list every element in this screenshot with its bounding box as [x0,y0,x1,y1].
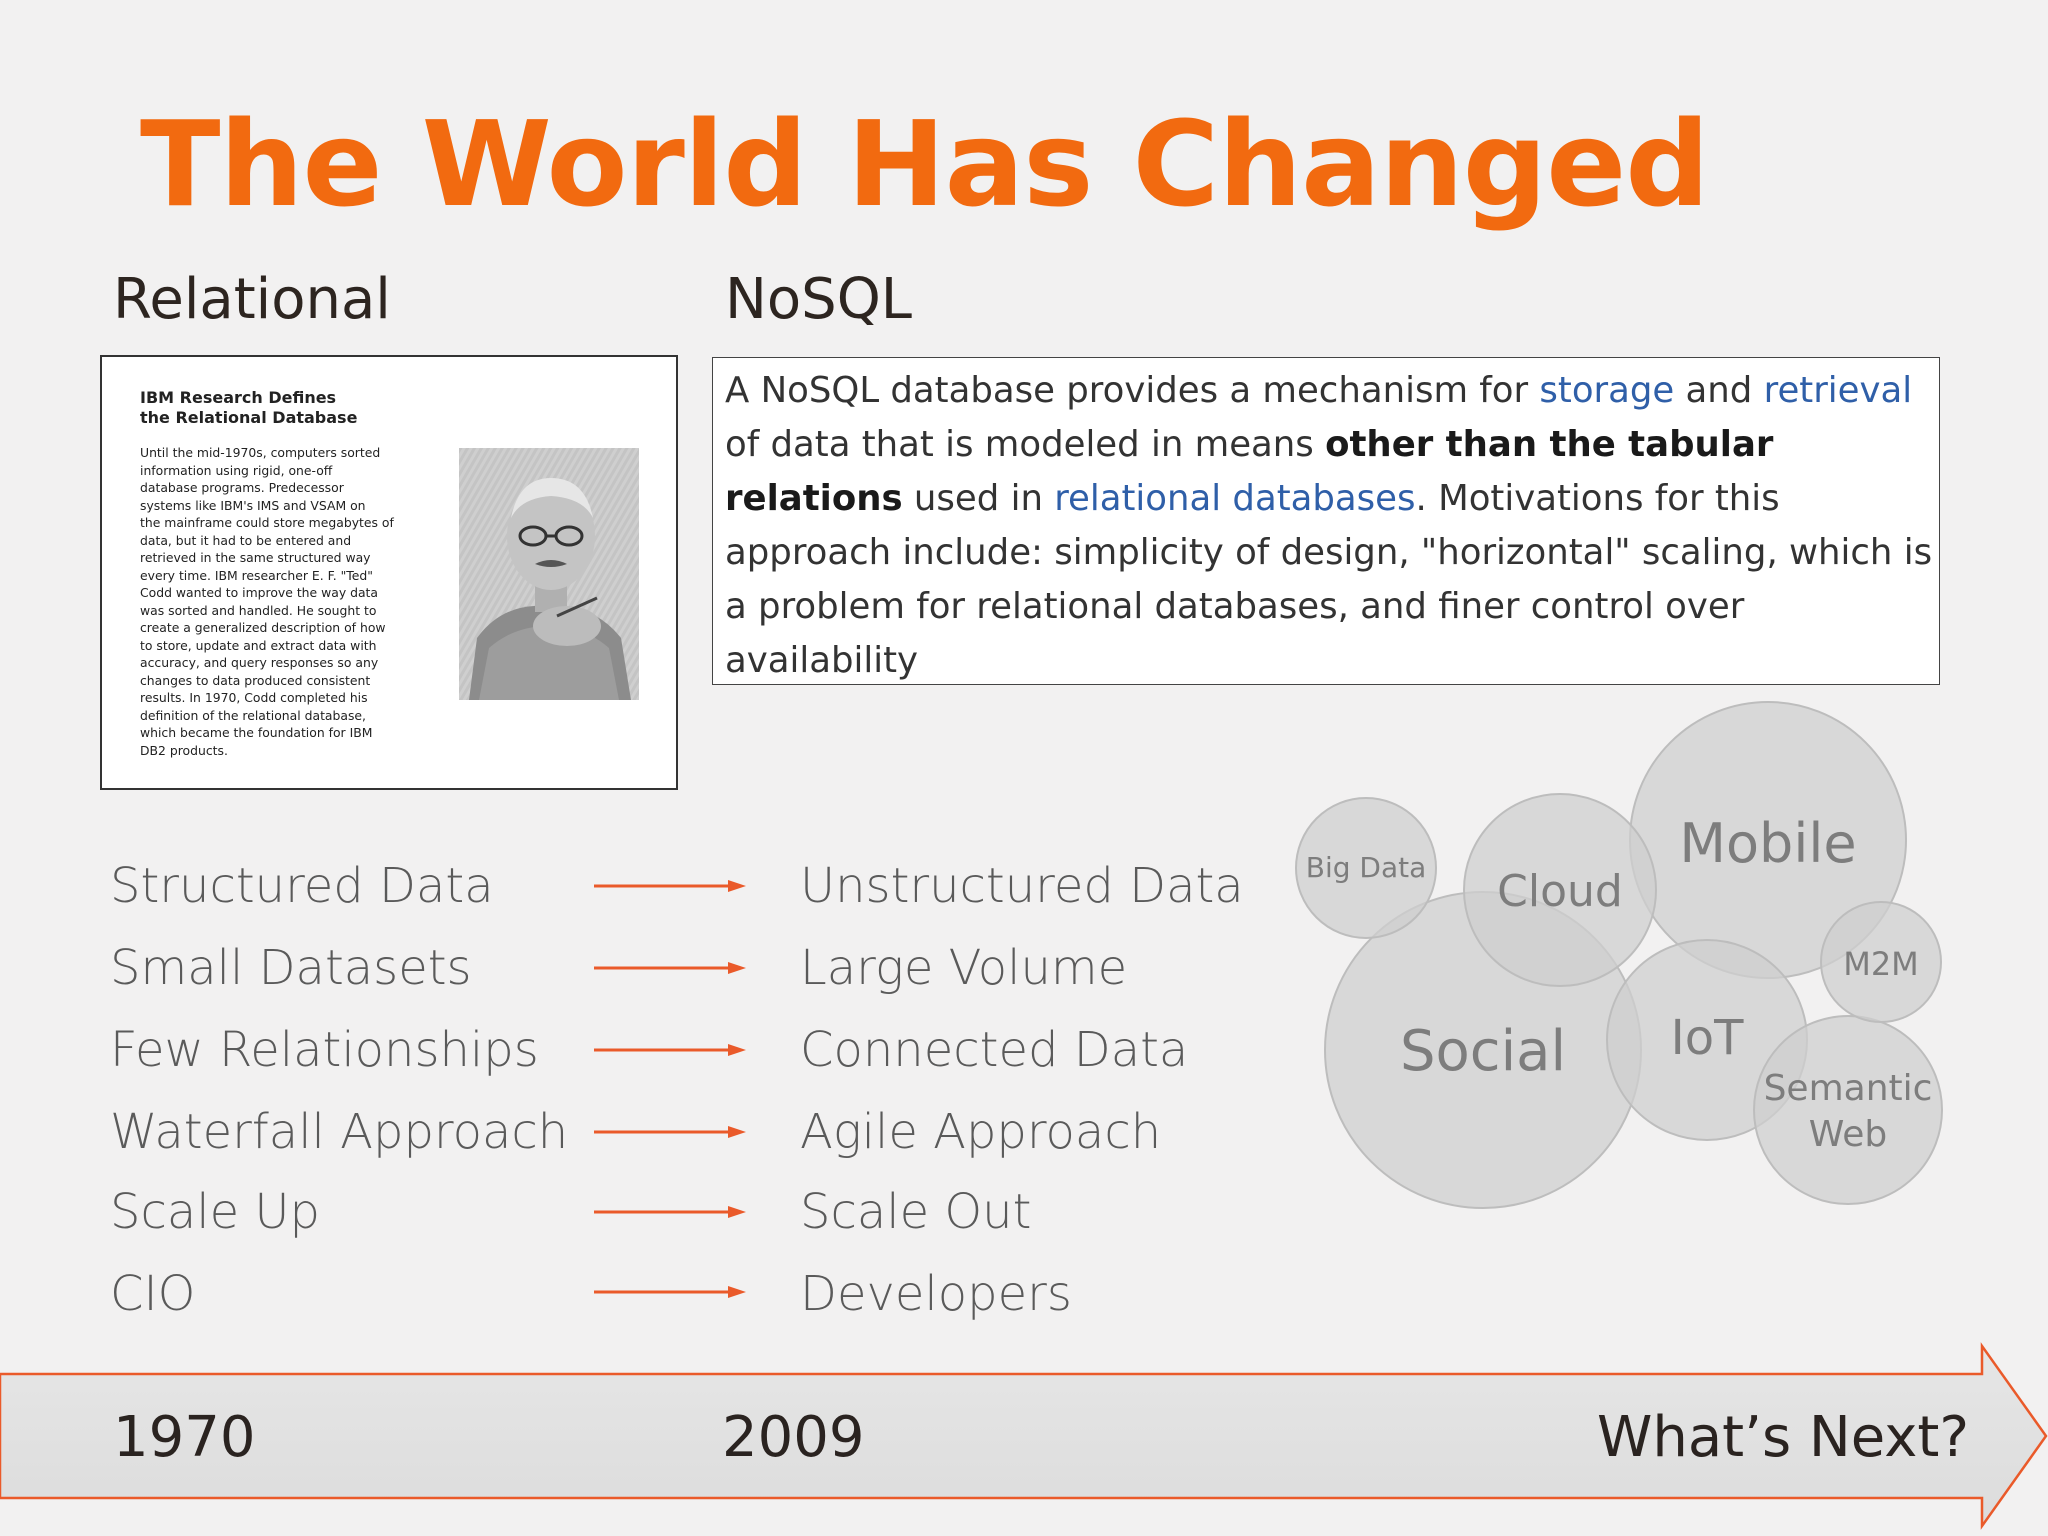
timeline-label-end: What’s Next? [1597,1405,1970,1470]
definition-text: . Motivations for this approach include: simplicity of design, "horizontal" scaling, which is a problem for relational databases, and finer control over availability [725,478,1933,681]
definition-emphasis: other than the tabular relations [725,424,1774,519]
ibm-body-line: results. In 1970, Codd completed his [140,690,368,705]
portrait-photo [459,448,639,700]
ibm-card-body [140,444,412,759]
retrieval-link[interactable]: retrieval [1763,370,1913,411]
comparison-to: Unstructured Data [800,858,1244,914]
ibm-body-line: changes to data produced consistent [140,672,371,688]
comparison-from: CIO [110,1266,196,1322]
comparison-from: Waterfall Approach [110,1104,569,1160]
definition-text: and [1674,370,1764,411]
ibm-card-heading-line: the Relational Database [140,408,358,427]
bubble-label: Social [1399,1019,1567,1084]
arrow-right-icon [592,1284,752,1300]
bubble-label: M2M [1843,945,1919,983]
ibm-body-line: Until the mid-1970s, computers sorted [140,445,381,460]
relational-heading: Relational [113,267,391,332]
ibm-body-line: every time. IBM researcher E. F. "Ted" [140,567,373,583]
relational-databases-link[interactable]: relational databases [1054,478,1416,519]
timeline-label-start: 1970 [113,1405,256,1470]
definition-text: of data that is modeled in means [725,424,1326,465]
comparison-from: Few Relationships [110,1022,539,1078]
ibm-body-line: Codd wanted to improve the way data [140,585,378,600]
ibm-card-heading-line: IBM Research Defines [140,388,337,407]
nosql-definition-box [712,357,1940,685]
bubble-label: Cloud [1497,866,1623,917]
timeline-label-middle: 2009 [722,1405,865,1470]
arrow-right-icon [592,1042,752,1058]
ibm-body-line: to store, update and extract data with [140,637,377,653]
slide-title: The World Has Changed [140,95,1709,233]
storage-link[interactable]: storage [1539,370,1675,411]
definition-text: used in [902,478,1055,519]
nosql-heading: NoSQL [725,267,912,332]
nosql-definition-text [725,364,1940,688]
ibm-body-line: information using rigid, one-off [140,462,333,478]
arrow-right-icon [592,878,752,894]
comparison-from: Small Datasets [110,940,472,996]
ibm-body-line: database programs. Predecessor [140,480,344,495]
arrow-right-icon [592,1204,752,1220]
bubble-label: IoT [1670,1010,1744,1066]
bubble-label: Mobile [1679,812,1857,875]
ibm-body-line: accuracy, and query responses so any [140,655,379,670]
ibm-research-card [100,355,678,790]
ibm-body-line: which became the foundation for IBM [140,725,373,740]
ibm-body-line: DB2 products. [140,742,228,758]
ibm-body-line: create a generalized description of how [140,620,386,635]
comparison-to: Large Volume [800,940,1128,996]
definition-text: A NoSQL database provides a mechanism for [725,370,1540,411]
comparison-to: Connected Data [800,1022,1189,1078]
ibm-body-line: definition of the relational database, [140,707,366,723]
comparison-from: Structured Data [110,858,494,914]
comparison-to: Developers [800,1266,1072,1322]
ibm-body-line: systems like IBM's IMS and VSAM on [140,497,366,513]
ibm-body-line: the mainframe could store megabytes of [140,515,394,530]
bubble-label: Big Data [1305,851,1427,884]
bubble-label: Semantic [1763,1068,1933,1109]
comparison-to: Scale Out [800,1184,1032,1240]
bubble-semantic-web [1754,1016,1942,1204]
comparison-from: Scale Up [110,1184,320,1240]
ibm-card-heading [140,388,390,428]
portrait-photo-icon [459,448,639,700]
comparison-to: Agile Approach [800,1104,1162,1160]
arrow-right-icon [592,1124,752,1140]
arrow-right-icon [592,960,752,976]
ibm-body-line: retrieved in the same structured way [140,550,371,565]
bubble-label: Web [1808,1114,1888,1155]
ibm-body-line: was sorted and handled. He sought to [140,602,377,618]
trends-bubble-cluster [1290,700,1950,1220]
ibm-body-line: data, but it had to be entered and [140,532,352,548]
